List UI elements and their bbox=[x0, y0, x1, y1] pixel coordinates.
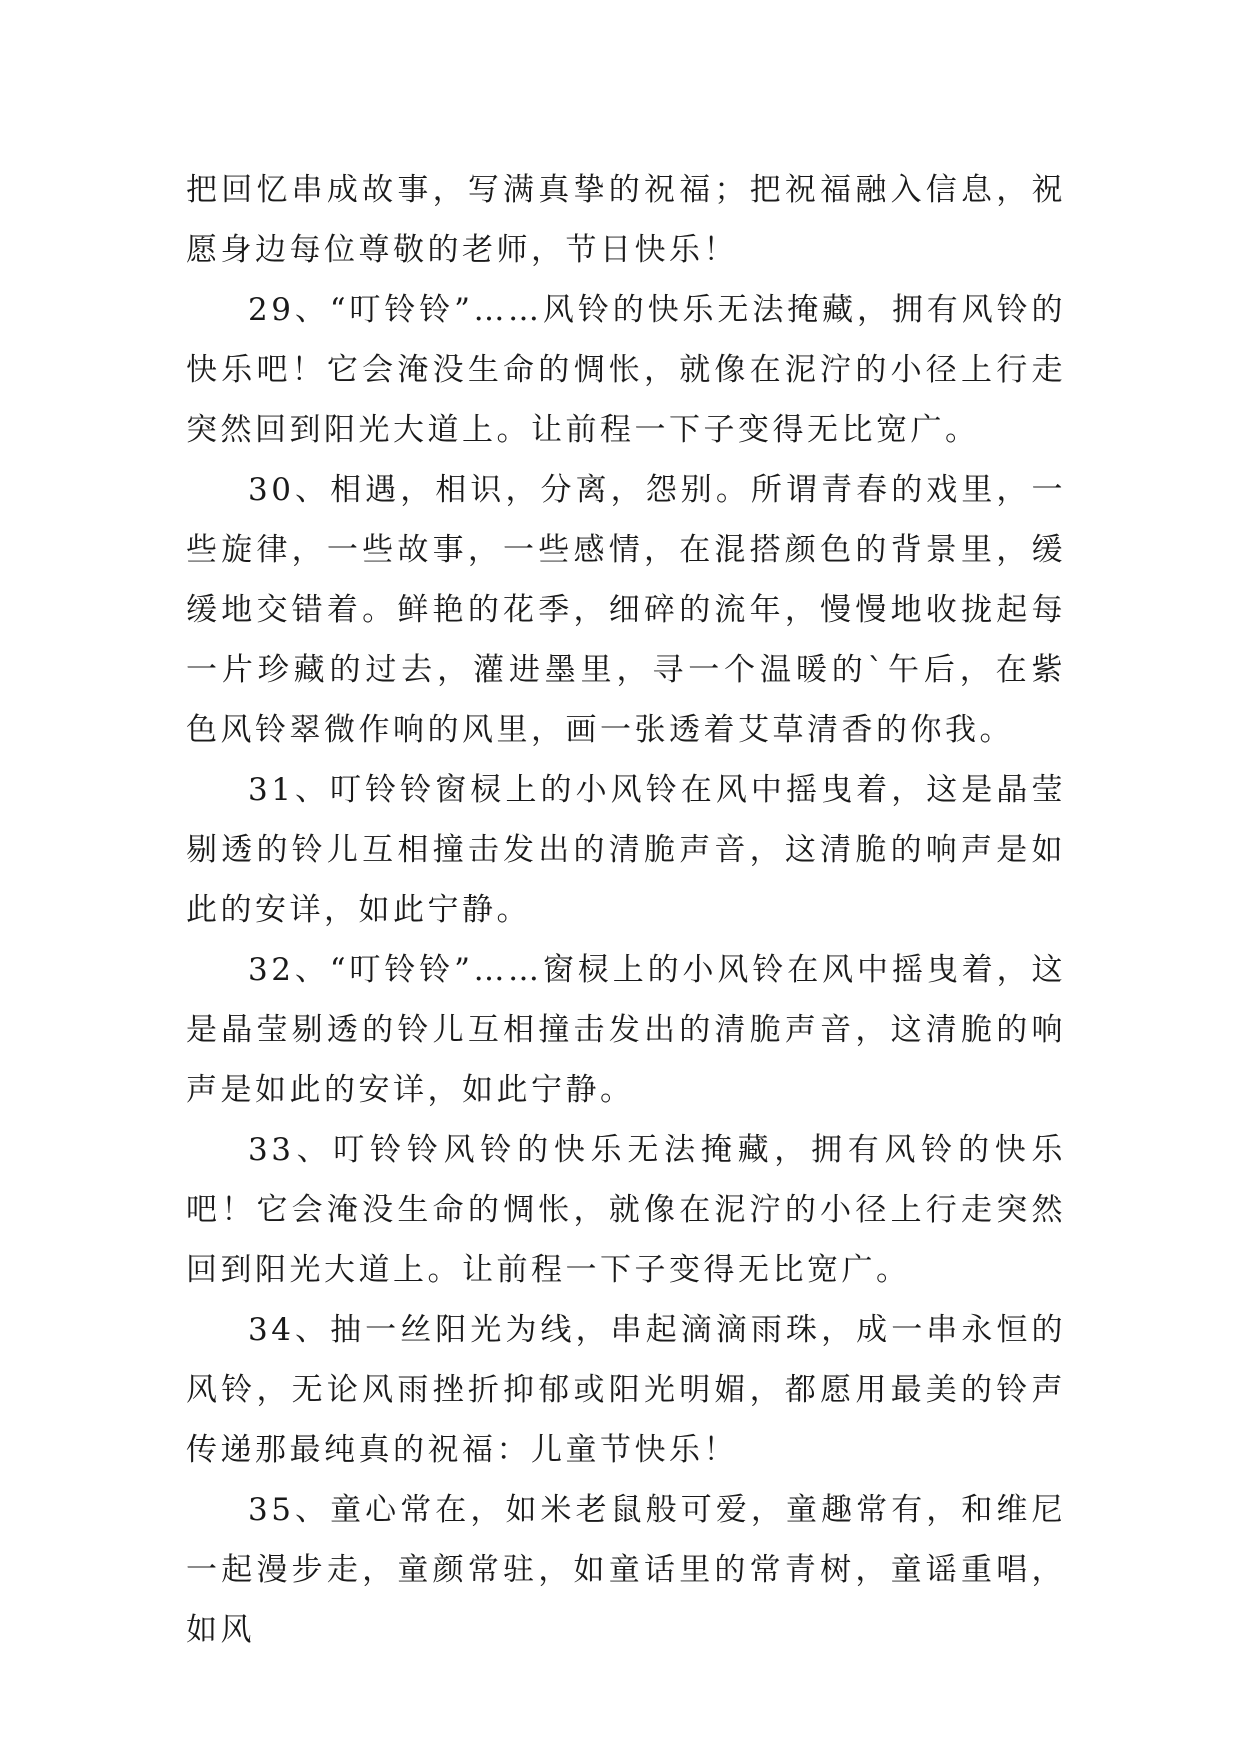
paragraph-33: 33、叮铃铃风铃的快乐无法掩藏，拥有风铃的快乐吧！它会淹没生命的惆怅，就像在泥泞的小径上行走突然回到阳光大道上。让前程一下子变得无比宽广。 bbox=[186, 1132, 1066, 1288]
document-body bbox=[186, 160, 1066, 1660]
paragraph-continued: 把回忆串成故事，写满真挚的祝福；把祝福融入信息，祝愿身边每位尊敬的老师，节日快乐！ bbox=[186, 172, 1066, 268]
paragraph-34: 34、抽一丝阳光为线，串起滴滴雨珠，成一串永恒的风铃，无论风雨挫折抑郁或阳光明媚，都愿用最美的铃声传递那最纯真的祝福：儿童节快乐！ bbox=[186, 1312, 1066, 1468]
paragraph-29: 29、“叮铃铃”……风铃的快乐无法掩藏，拥有风铃的快乐吧！它会淹没生命的惆怅，就像在泥泞的小径上行走突然回到阳光大道上。让前程一下子变得无比宽广。 bbox=[186, 292, 1066, 448]
paragraph-31: 31、叮铃铃窗棂上的小风铃在风中摇曳着，这是晶莹剔透的铃儿互相撞击发出的清脆声音，这清脆的响声是如此的安详，如此宁静。 bbox=[186, 772, 1066, 928]
paragraph-30: 30、相遇，相识，分离，怨别。所谓青春的戏里，一些旋律，一些故事，一些感情，在混搭颜色的背景里，缓缓地交错着。鲜艳的花季，细碎的流年，慢慢地收拢起每一片珍藏的过去，灌进墨里，寻一个温暖的`午后，在紫色风铃翠微作响的风里，画一张透着艾草清香的你我。 bbox=[186, 472, 1066, 748]
paragraph-32: 32、“叮铃铃”……窗棂上的小风铃在风中摇曳着，这是晶莹剔透的铃儿互相撞击发出的清脆声音，这清脆的响声是如此的安详，如此宁静。 bbox=[186, 952, 1066, 1108]
paragraph-35: 35、童心常在，如米老鼠般可爱，童趣常有，和维尼一起漫步走，童颜常驻，如童话里的常青树，童谣重唱，如风 bbox=[186, 1492, 1066, 1648]
